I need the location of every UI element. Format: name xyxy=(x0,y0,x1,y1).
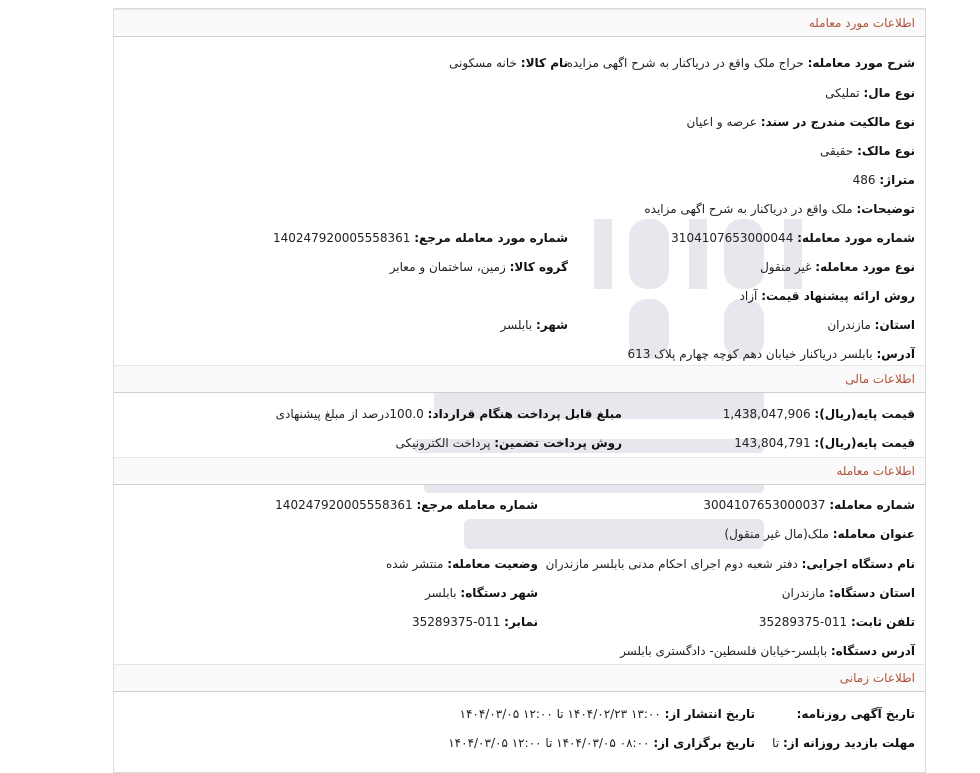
transaction-number-row xyxy=(703,498,915,518)
label: متراژ: xyxy=(879,173,915,187)
value: دفتر شعبه دوم اجرای احکام مدنی بابلسر مازندران xyxy=(545,557,798,571)
pricing-method-row xyxy=(740,289,915,309)
label: مبلغ قابل پرداخت هنگام قرارداد: xyxy=(427,407,622,421)
city-row xyxy=(501,318,568,338)
value: 1,438,047,906 xyxy=(722,407,811,421)
details-panel xyxy=(113,8,926,773)
value: بابلسر xyxy=(424,586,457,600)
label: نوع مورد معامله: xyxy=(815,260,915,274)
label: تلفن ثابت: xyxy=(850,615,915,629)
section-header-deal-info xyxy=(114,9,925,37)
value: ملک(مال غير منقول) xyxy=(724,527,829,541)
label: تاريخ برگزاری از: xyxy=(653,736,755,750)
label: آدرس دستگاه: xyxy=(830,644,915,658)
value: 3104107653000044 xyxy=(671,231,794,245)
label: قيمت پايه(ريال): xyxy=(814,436,915,450)
value: 3004107653000037 xyxy=(703,498,826,512)
guarantee-price-row xyxy=(734,436,915,456)
label: نام دستگاه اجرايی: xyxy=(801,557,915,571)
status-row xyxy=(386,557,538,577)
value: بابلسر-خيابان فلسطين- دادگستری بابلسر xyxy=(620,644,828,658)
label: نوع مال: xyxy=(863,86,915,100)
section-header-time xyxy=(114,664,925,692)
label: وضعيت معامله: xyxy=(447,557,538,571)
label: قيمت پايه(ريال): xyxy=(814,407,915,421)
newspaper-date-row xyxy=(797,707,915,727)
label: تاريخ آگهی روزنامه: xyxy=(796,707,915,721)
label: شهر: xyxy=(536,318,568,332)
value: ۰۸:۰۰ ۱۴۰۴/۰۳/۰۵ تا ۱۲:۰۰ ۱۴۰۴/۰۳/۰۵ xyxy=(448,736,650,750)
section-title: اطلاعات معامله xyxy=(836,464,915,478)
goods-name-row xyxy=(449,56,568,76)
ref-number-row xyxy=(273,231,568,251)
value: حقيقی xyxy=(820,144,854,158)
value: ۱۳:۰۰ ۱۴۰۴/۰۲/۲۳ تا ۱۲:۰۰ ۱۴۰۴/۰۳/۰۵ xyxy=(459,707,661,721)
label: شهر دستگاه: xyxy=(460,586,538,600)
label: مهلت بازديد روزانه از: xyxy=(783,736,915,750)
value: ملک واقع در درياکنار به شرح اگهی مزايده xyxy=(644,202,853,216)
label: روش پرداخت تضمين: xyxy=(494,436,622,450)
area-row xyxy=(853,173,915,193)
owner-type-row xyxy=(820,144,915,164)
description-row xyxy=(644,202,915,222)
label: آدرس: xyxy=(876,347,915,361)
value: عرصه و اعيان xyxy=(686,115,757,129)
label: توضيحات: xyxy=(856,202,915,216)
label: روش ارائه پيشنهاد قيمت: xyxy=(761,289,915,303)
value: تمليکی xyxy=(825,86,860,100)
goods-group-row xyxy=(390,260,568,280)
ownership-row xyxy=(686,115,915,135)
agency-city-row xyxy=(425,586,538,606)
agency-province-row xyxy=(782,586,915,606)
phone-row xyxy=(759,615,915,635)
guarantee-method-row xyxy=(396,436,622,456)
label: استان دستگاه: xyxy=(829,586,915,600)
address-row xyxy=(627,347,915,367)
label: عنوان معامله: xyxy=(832,527,915,541)
status-badge: منتشر شده xyxy=(385,557,444,571)
value: 100.0درصد از مبلغ پيشنهادی xyxy=(275,407,424,421)
section-title: اطلاعات زمانی xyxy=(839,671,915,685)
label: نوع مالک: xyxy=(857,144,915,158)
base-price-row xyxy=(723,407,915,427)
agency-address-row xyxy=(620,644,915,664)
value: 35289375-011 xyxy=(412,615,501,629)
hold-date-row xyxy=(448,736,755,756)
value: 140247920005558361 xyxy=(275,498,413,512)
value: 140247920005558361 xyxy=(272,231,411,245)
section-title: اطلاعات مالی xyxy=(845,372,915,386)
deal-type-row xyxy=(760,260,915,280)
deal-subject-row xyxy=(567,56,915,76)
value: 143,804,791 xyxy=(734,436,811,450)
section-header-transaction xyxy=(114,457,925,485)
label: شرح مورد معامله: xyxy=(807,56,915,70)
value: آزاد xyxy=(739,289,758,303)
publish-date-row xyxy=(460,707,755,727)
property-type-row xyxy=(825,86,915,106)
value: مازندران xyxy=(781,586,826,600)
province-row xyxy=(827,318,915,338)
transaction-ref-row xyxy=(275,498,538,518)
label: گروه کالا: xyxy=(509,260,568,274)
value: حراج ملک واقع در درياکنار به شرح اگهی مزايده xyxy=(566,56,804,70)
value: 486 xyxy=(852,173,876,187)
label: نوع مالکيت مندرج در سند: xyxy=(760,115,915,129)
value: بابلسر درياکنار خيابان دهم کوچه چهارم پلاک 613 xyxy=(627,347,873,361)
section-title: اطلاعات مورد معامله xyxy=(808,16,915,30)
value: 35289375-011 xyxy=(758,615,848,629)
label: شماره معامله: xyxy=(829,498,915,512)
value: مازندران xyxy=(827,318,871,332)
section-header-financial xyxy=(114,365,925,393)
label: شماره معامله مرجع: xyxy=(416,498,538,512)
visit-deadline-row xyxy=(772,736,915,756)
value: تا xyxy=(772,736,780,750)
label: تاريخ انتشار از: xyxy=(664,707,755,721)
label: استان: xyxy=(874,318,915,332)
label: نام کالا: xyxy=(520,56,568,70)
value: پرداخت الکترونيکی xyxy=(395,436,491,450)
label: شماره مورد معامله مرجع: xyxy=(414,231,568,245)
value: خانه مسکونی xyxy=(449,56,517,70)
label: نمابر: xyxy=(504,615,538,629)
transaction-title-row xyxy=(724,527,915,547)
fax-row xyxy=(412,615,538,635)
deal-number-row xyxy=(671,231,915,251)
value: زمين، ساختمان و معابر xyxy=(389,260,506,274)
value: بابلسر xyxy=(500,318,533,332)
value: غير منقول xyxy=(760,260,812,274)
payable-amount-row xyxy=(276,407,622,427)
agency-name-row xyxy=(546,557,915,577)
label: شماره مورد معامله: xyxy=(797,231,915,245)
